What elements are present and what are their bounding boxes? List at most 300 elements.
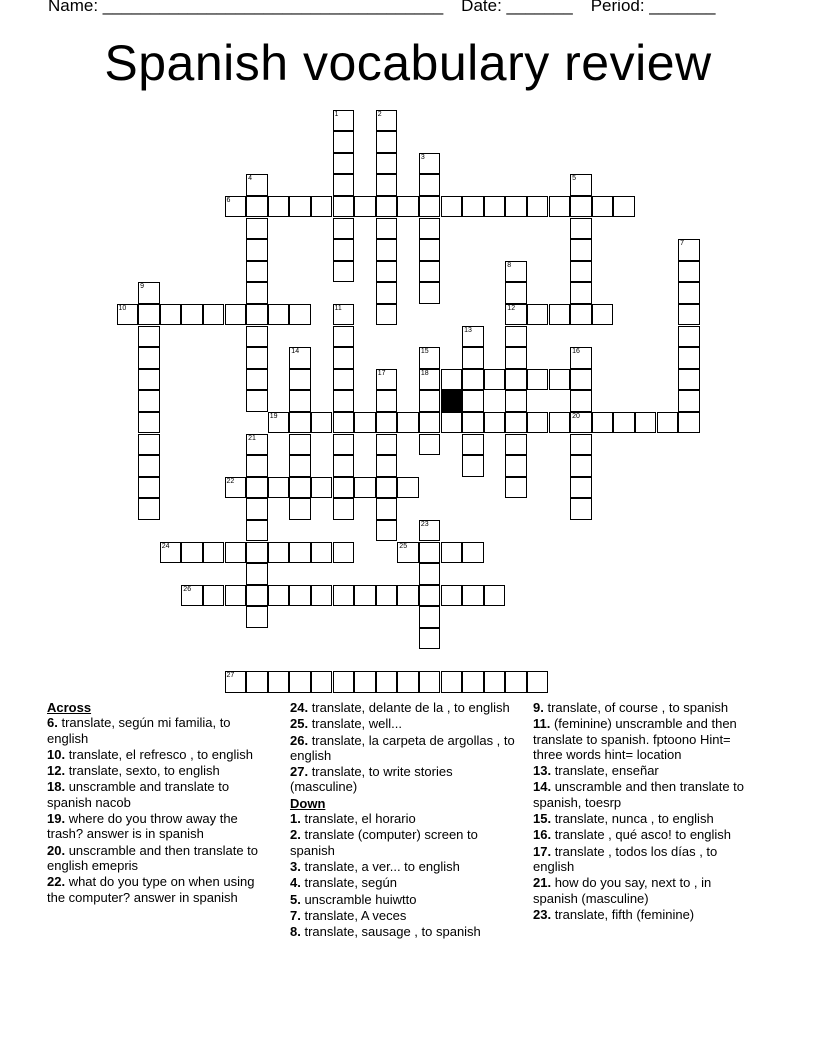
- grid-cell[interactable]: [246, 239, 268, 261]
- grid-cell[interactable]: [570, 261, 592, 283]
- grid-cell[interactable]: [138, 434, 160, 456]
- down-heading: Down: [290, 795, 326, 811]
- grid-cell[interactable]: [203, 304, 225, 326]
- grid-cell[interactable]: [333, 434, 355, 456]
- clue-number: 18: [420, 369, 429, 377]
- grid-cell[interactable]: [484, 412, 506, 434]
- grid-cell[interactable]: [484, 585, 506, 607]
- grid-cell[interactable]: [138, 326, 160, 348]
- grid-cell[interactable]: [484, 671, 506, 693]
- grid-cell[interactable]: [289, 369, 311, 391]
- grid-cell[interactable]: [441, 585, 463, 607]
- grid-cell[interactable]: [333, 326, 355, 348]
- clue-number: 7: [680, 240, 684, 248]
- grid-cell[interactable]: [419, 585, 441, 607]
- grid-cell[interactable]: [333, 174, 355, 196]
- grid-cell[interactable]: [419, 606, 441, 628]
- clue-item: [290, 859, 518, 874]
- grid-cell[interactable]: [678, 261, 700, 283]
- grid-cell[interactable]: [289, 390, 311, 412]
- grid-cell[interactable]: [462, 434, 484, 456]
- grid-cell[interactable]: [570, 282, 592, 304]
- grid-cell[interactable]: [505, 455, 527, 477]
- grid-cell[interactable]: [376, 390, 398, 412]
- clue-number-label: 4.: [290, 875, 301, 891]
- clue-number: 4: [248, 175, 252, 183]
- clue-text: translate, A veces: [300, 907, 407, 923]
- grid-cell[interactable]: [462, 390, 484, 412]
- grid-cell[interactable]: [181, 542, 203, 564]
- grid-cell[interactable]: [592, 304, 614, 326]
- grid-cell[interactable]: [441, 671, 463, 693]
- clue-text: translate, of course , to spanish: [543, 700, 729, 715]
- clue-text: translate (computer) screen to spanish: [290, 827, 478, 858]
- grid-cell[interactable]: [570, 477, 592, 499]
- grid-cell[interactable]: [462, 369, 484, 391]
- clue-number-label: 16.: [533, 827, 552, 843]
- grid-cell[interactable]: [289, 455, 311, 477]
- grid-cell[interactable]: [354, 412, 376, 434]
- grid-cell[interactable]: [311, 585, 333, 607]
- clue-text: unscramble and then translate to english emepris: [47, 842, 259, 873]
- grid-cell[interactable]: [462, 347, 484, 369]
- grid-cell[interactable]: [570, 369, 592, 391]
- grid-cell[interactable]: [376, 261, 398, 283]
- date-field-label[interactable]: Date: _______: [461, 0, 573, 15]
- clue-item: [290, 892, 518, 907]
- clue-text: translate, nunca , to english: [551, 811, 714, 827]
- grid-cell[interactable]: [419, 369, 441, 391]
- grid-cell[interactable]: [570, 390, 592, 412]
- grid-cell[interactable]: [246, 671, 268, 693]
- grid-cell[interactable]: [376, 131, 398, 153]
- clue-item: [533, 907, 755, 922]
- grid-cell[interactable]: [505, 412, 527, 434]
- grid-cell[interactable]: [333, 412, 355, 434]
- clue-number-label: 24.: [290, 700, 309, 715]
- grid-cell[interactable]: [138, 369, 160, 391]
- grid-cell[interactable]: [333, 542, 355, 564]
- grid-cell[interactable]: [397, 412, 419, 434]
- grid-cell[interactable]: [246, 520, 268, 542]
- grid-cell[interactable]: [376, 477, 398, 499]
- grid-cell[interactable]: [419, 282, 441, 304]
- grid-cell[interactable]: [376, 369, 398, 391]
- grid-cell[interactable]: [419, 153, 441, 175]
- grid-cell[interactable]: [333, 585, 355, 607]
- clue-number: 3: [420, 153, 425, 161]
- clue-text: translate , todos los días , to english: [533, 843, 718, 874]
- grid-cell[interactable]: [289, 477, 311, 499]
- grid-cell[interactable]: [246, 606, 268, 628]
- grid-cell[interactable]: [419, 390, 441, 412]
- grid-cell[interactable]: [333, 455, 355, 477]
- grid-cell[interactable]: [570, 174, 592, 196]
- grid-cell[interactable]: [246, 585, 268, 607]
- grid-cell[interactable]: [246, 542, 268, 564]
- clue-item: [290, 924, 518, 939]
- clue-text: translate, sexto, to english: [65, 763, 220, 779]
- grid-cell[interactable]: [678, 282, 700, 304]
- grid-cell[interactable]: [289, 542, 311, 564]
- grid-cell[interactable]: [678, 326, 700, 348]
- grid-cell[interactable]: [505, 326, 527, 348]
- grid-cell[interactable]: [333, 477, 355, 499]
- grid-cell[interactable]: [246, 369, 268, 391]
- grid-cell[interactable]: [397, 671, 419, 693]
- clue-number-label: 25.: [290, 716, 309, 732]
- grid-cell[interactable]: [505, 196, 527, 218]
- grid-cell[interactable]: [333, 261, 355, 283]
- grid-cell[interactable]: [246, 455, 268, 477]
- grid-cell[interactable]: [376, 455, 398, 477]
- grid-cell[interactable]: [354, 671, 376, 693]
- clue-text: unscramble huiwtto: [300, 891, 417, 907]
- grid-cell[interactable]: [333, 369, 355, 391]
- grid-cell[interactable]: [678, 390, 700, 412]
- grid-cell[interactable]: [613, 412, 635, 434]
- grid-cell[interactable]: [138, 282, 160, 304]
- grid-cell[interactable]: [419, 261, 441, 283]
- grid-cell[interactable]: [289, 304, 311, 326]
- grid-cell[interactable]: [354, 196, 376, 218]
- grid-cell[interactable]: [333, 131, 355, 153]
- grid-cell[interactable]: [462, 455, 484, 477]
- grid-cell[interactable]: [376, 153, 398, 175]
- grid-cell[interactable]: [289, 434, 311, 456]
- grid-cell[interactable]: [268, 585, 290, 607]
- grid-cell[interactable]: [203, 542, 225, 564]
- grid-cell[interactable]: [333, 347, 355, 369]
- clue-text: (feminine) unscramble and then translate to spanish. fptoono Hint= three words hint= location: [533, 716, 737, 762]
- grid-cell[interactable]: [138, 347, 160, 369]
- grid-cell[interactable]: [505, 261, 527, 283]
- grid-cell[interactable]: [268, 671, 290, 693]
- clue-number-label: 6.: [47, 715, 58, 731]
- grid-cell[interactable]: [333, 498, 355, 520]
- grid-cell[interactable]: [462, 542, 484, 564]
- clue-number-label: 15.: [533, 811, 552, 827]
- grid-cell[interactable]: [570, 239, 592, 261]
- grid-cell[interactable]: [246, 261, 268, 283]
- clue-number: 25: [399, 542, 408, 550]
- grid-cell[interactable]: [354, 477, 376, 499]
- clue-number-label: 9.: [533, 700, 544, 715]
- grid-cell[interactable]: [678, 369, 700, 391]
- grid-cell[interactable]: [462, 196, 484, 218]
- grid-cell[interactable]: [570, 304, 592, 326]
- grid-cell[interactable]: [376, 196, 398, 218]
- grid-cell[interactable]: [225, 671, 247, 693]
- grid-cell[interactable]: [678, 239, 700, 261]
- grid-cell[interactable]: [225, 542, 247, 564]
- grid-cell[interactable]: [657, 412, 679, 434]
- grid-cell[interactable]: [160, 542, 182, 564]
- clue-number-label: 14.: [533, 779, 552, 795]
- grid-cell[interactable]: [225, 585, 247, 607]
- clue-number-label: 8.: [290, 924, 301, 940]
- grid-cell[interactable]: [549, 369, 571, 391]
- grid-cell[interactable]: [419, 628, 441, 650]
- grid-cell[interactable]: [549, 304, 571, 326]
- grid-cell[interactable]: [181, 304, 203, 326]
- grid-cell[interactable]: [505, 304, 527, 326]
- grid-cell[interactable]: [635, 412, 657, 434]
- clue-text: translate , qué asco! to english: [551, 827, 732, 843]
- clue-text: translate, según: [300, 875, 397, 891]
- grid-cell[interactable]: [246, 477, 268, 499]
- grid-cell[interactable]: [376, 110, 398, 132]
- grid-cell[interactable]: [311, 671, 333, 693]
- grid-cell[interactable]: [592, 196, 614, 218]
- grid-cell[interactable]: [246, 434, 268, 456]
- grid-cell[interactable]: [505, 369, 527, 391]
- clue-item: [47, 715, 269, 746]
- clue-text: translate, enseñar: [551, 763, 659, 779]
- grid-cell[interactable]: [203, 585, 225, 607]
- grid-cell[interactable]: [376, 282, 398, 304]
- clue-number: 12: [507, 304, 516, 312]
- grid-cell[interactable]: [268, 412, 290, 434]
- grid-cell[interactable]: [570, 196, 592, 218]
- grid-cell[interactable]: [246, 174, 268, 196]
- clue-text: how do you say, next to , in spanish (masculine): [533, 875, 712, 906]
- grid-cell[interactable]: [678, 412, 700, 434]
- grid-cell[interactable]: [138, 455, 160, 477]
- name-field-label[interactable]: Name: ____________________________________: [48, 0, 444, 15]
- clue-number: 6: [226, 196, 231, 204]
- clue-item: [533, 827, 755, 842]
- grid-cell[interactable]: [505, 390, 527, 412]
- clue-text: translate, sausage , to spanish: [300, 924, 481, 940]
- grid-cell[interactable]: [397, 585, 419, 607]
- grid-cell[interactable]: [505, 671, 527, 693]
- grid-cell[interactable]: [397, 542, 419, 564]
- clue-number: 10: [118, 304, 127, 312]
- clue-number: 14: [291, 348, 300, 356]
- grid-cell[interactable]: [484, 369, 506, 391]
- grid-cell[interactable]: [268, 542, 290, 564]
- grid-cell[interactable]: [160, 304, 182, 326]
- grid-cell[interactable]: [419, 671, 441, 693]
- period-field-label[interactable]: Period: _______: [590, 0, 716, 15]
- grid-cell[interactable]: [117, 304, 139, 326]
- grid-cell[interactable]: [419, 542, 441, 564]
- grid-cell[interactable]: [376, 434, 398, 456]
- grid-cell[interactable]: [138, 498, 160, 520]
- grid-cell[interactable]: [376, 304, 398, 326]
- grid-cell[interactable]: [441, 542, 463, 564]
- clue-number-label: 1.: [290, 811, 301, 827]
- clue-text: unscramble and then translate to spanish, toesrp: [533, 779, 745, 810]
- grid-cell[interactable]: [138, 477, 160, 499]
- grid-cell[interactable]: [678, 304, 700, 326]
- grid-cell[interactable]: [333, 196, 355, 218]
- grid-cell[interactable]: [570, 434, 592, 456]
- grid-cell[interactable]: [570, 498, 592, 520]
- grid-cell[interactable]: [289, 498, 311, 520]
- grid-cell[interactable]: [505, 347, 527, 369]
- grid-cell[interactable]: [462, 326, 484, 348]
- grid-cell[interactable]: [333, 239, 355, 261]
- grid-cell[interactable]: [527, 369, 549, 391]
- clue-number-label: 17.: [533, 843, 552, 859]
- grid-cell[interactable]: [311, 412, 333, 434]
- grid-cell[interactable]: [333, 218, 355, 240]
- grid-cell[interactable]: [268, 304, 290, 326]
- grid-cell[interactable]: [246, 347, 268, 369]
- grid-cell[interactable]: [419, 239, 441, 261]
- clue-item: [533, 844, 755, 875]
- clue-number: 26: [183, 585, 192, 593]
- grid-cell[interactable]: [246, 326, 268, 348]
- clue-item: [533, 779, 755, 810]
- grid-cell[interactable]: [333, 153, 355, 175]
- grid-cell[interactable]: [376, 498, 398, 520]
- grid-cell[interactable]: [376, 218, 398, 240]
- grid-cell[interactable]: [289, 671, 311, 693]
- grid-cell[interactable]: [397, 477, 419, 499]
- grid-cell[interactable]: [246, 304, 268, 326]
- clues-column-2: [290, 700, 518, 940]
- grid-cell[interactable]: [181, 585, 203, 607]
- grid-cell[interactable]: [289, 196, 311, 218]
- grid-cell[interactable]: [570, 218, 592, 240]
- grid-cell[interactable]: [505, 282, 527, 304]
- grid-cell[interactable]: [570, 412, 592, 434]
- clue-number-label: 11.: [533, 716, 551, 732]
- grid-cell[interactable]: [311, 542, 333, 564]
- grid-cell[interactable]: [333, 110, 355, 132]
- grid-cell[interactable]: [419, 174, 441, 196]
- black-cell: [441, 390, 463, 412]
- clues-column-1: [47, 700, 269, 906]
- clue-item: [533, 763, 755, 778]
- grid-cell[interactable]: [311, 477, 333, 499]
- grid-cell[interactable]: [484, 196, 506, 218]
- clue-number: 13: [464, 326, 472, 334]
- grid-cell[interactable]: [441, 412, 463, 434]
- grid-cell[interactable]: [311, 196, 333, 218]
- grid-cell[interactable]: [419, 218, 441, 240]
- grid-cell[interactable]: [527, 671, 549, 693]
- grid-cell[interactable]: [527, 196, 549, 218]
- page-title: Spanish vocabulary review: [104, 35, 712, 91]
- clue-item: [290, 875, 518, 890]
- grid-cell[interactable]: [246, 563, 268, 585]
- clue-number-label: 12.: [47, 763, 66, 779]
- clue-number-label: 13.: [533, 763, 552, 779]
- grid-cell[interactable]: [246, 196, 268, 218]
- clue-text: translate, fifth (feminine): [551, 906, 695, 922]
- grid-cell[interactable]: [462, 412, 484, 434]
- grid-cell[interactable]: [289, 347, 311, 369]
- grid-cell[interactable]: [138, 412, 160, 434]
- grid-cell[interactable]: [441, 369, 463, 391]
- grid-cell[interactable]: [549, 412, 571, 434]
- grid-cell[interactable]: [376, 412, 398, 434]
- grid-cell[interactable]: [419, 347, 441, 369]
- grid-cell[interactable]: [527, 304, 549, 326]
- grid-cell[interactable]: [376, 520, 398, 542]
- grid-cell[interactable]: [333, 390, 355, 412]
- grid-cell[interactable]: [419, 412, 441, 434]
- grid-cell[interactable]: [462, 585, 484, 607]
- grid-cell[interactable]: [549, 196, 571, 218]
- clue-item: [290, 908, 518, 923]
- grid-cell[interactable]: [505, 434, 527, 456]
- clue-text: translate, el horario: [300, 811, 416, 827]
- grid-cell[interactable]: [570, 455, 592, 477]
- grid-cell[interactable]: [289, 585, 311, 607]
- clue-text: translate, a ver... to english: [300, 858, 460, 874]
- clue-number-label: 3.: [290, 858, 301, 874]
- clue-number: 9: [140, 283, 144, 291]
- grid-cell[interactable]: [246, 390, 268, 412]
- grid-cell[interactable]: [527, 412, 549, 434]
- clues-column-3: [533, 700, 755, 923]
- clue-text: translate, delante de la , to english: [308, 700, 510, 715]
- clue-text: where do you throw away the trash? answer is in spanish: [47, 811, 238, 842]
- grid-cell[interactable]: [505, 477, 527, 499]
- grid-cell[interactable]: [376, 671, 398, 693]
- clue-number-label: 26.: [290, 732, 309, 748]
- clue-number-label: 27.: [290, 764, 309, 780]
- grid-cell[interactable]: [462, 671, 484, 693]
- clue-number-label: 21.: [533, 875, 552, 891]
- clue-number-label: 10.: [47, 746, 66, 762]
- grid-cell[interactable]: [419, 434, 441, 456]
- grid-cell[interactable]: [225, 477, 247, 499]
- clue-number-label: 22.: [47, 874, 66, 890]
- clue-item: [47, 763, 269, 778]
- grid-cell[interactable]: [613, 196, 635, 218]
- grid-cell[interactable]: [225, 196, 247, 218]
- grid-cell[interactable]: [419, 196, 441, 218]
- grid-cell[interactable]: [419, 563, 441, 585]
- grid-cell[interactable]: [246, 218, 268, 240]
- grid-cell[interactable]: [376, 174, 398, 196]
- clue-item: [290, 764, 518, 795]
- clue-text: translate, la carpeta de argollas , to english: [290, 732, 515, 763]
- grid-cell[interactable]: [289, 412, 311, 434]
- grid-cell[interactable]: [246, 498, 268, 520]
- grid-cell[interactable]: [376, 585, 398, 607]
- grid-cell[interactable]: [441, 196, 463, 218]
- clue-number: 15: [420, 348, 429, 356]
- clue-item: [290, 716, 518, 731]
- grid-cell[interactable]: [225, 304, 247, 326]
- grid-cell[interactable]: [592, 412, 614, 434]
- grid-cell[interactable]: [354, 585, 376, 607]
- grid-cell[interactable]: [570, 347, 592, 369]
- grid-cell[interactable]: [246, 282, 268, 304]
- grid-cell[interactable]: [268, 477, 290, 499]
- grid-cell[interactable]: [268, 196, 290, 218]
- clue-number-label: 5.: [290, 891, 301, 907]
- grid-cell[interactable]: [333, 671, 355, 693]
- clue-number: 17: [377, 369, 386, 377]
- grid-cell[interactable]: [678, 347, 700, 369]
- grid-cell[interactable]: [376, 239, 398, 261]
- clue-number-label: 23.: [533, 906, 552, 922]
- grid-cell[interactable]: [138, 390, 160, 412]
- grid-cell[interactable]: [419, 520, 441, 542]
- grid-cell[interactable]: [397, 196, 419, 218]
- clue-item: [47, 843, 269, 874]
- grid-cell[interactable]: [138, 304, 160, 326]
- grid-cell[interactable]: [333, 304, 355, 326]
